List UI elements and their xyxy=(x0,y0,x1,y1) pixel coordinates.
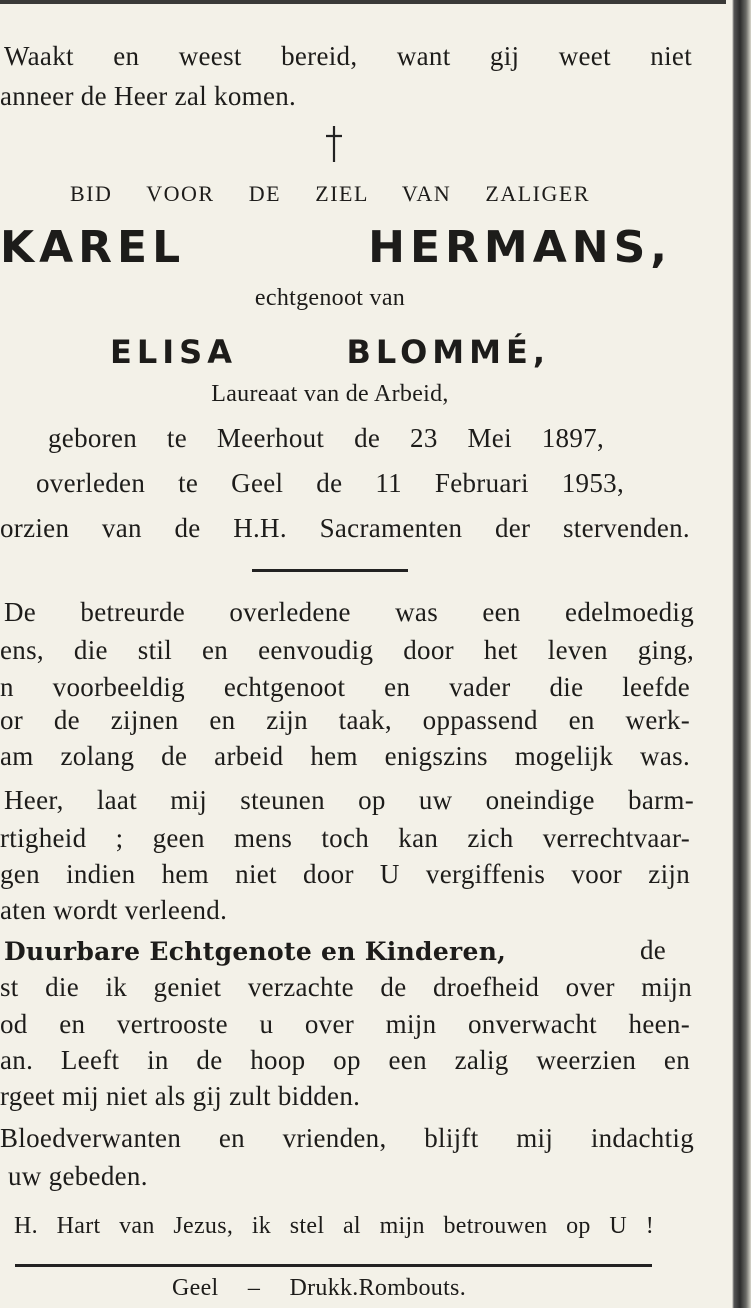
cross-icon xyxy=(322,124,346,164)
honorary-title: Laureaat van de Arbeid, xyxy=(211,381,449,407)
paragraph-line: st die ik geniet verzachte de droefheid over mijn xyxy=(0,972,692,1002)
right-border xyxy=(726,0,751,1308)
paragraph3-lead: Duurbare Echtgenote en Kinderen, xyxy=(4,937,507,966)
prayer-heading: BID VOOR DE ZIEL VAN ZALIGER xyxy=(70,181,590,206)
birth-line: geboren te Meerhout de 23 Mei 1897, xyxy=(48,423,604,453)
paragraph-line: aten wordt verleend. xyxy=(0,895,228,925)
death-line: overleden te Geel de 11 Februari 1953, xyxy=(36,468,624,498)
paragraph-line: Bloedverwanten en vrienden, blijft mij indachtig xyxy=(0,1123,694,1153)
sacraments-line: orzien van de H.H. Sacramenten der stervenden. xyxy=(0,513,690,543)
paragraph-line: Heer, laat mij steunen op uw oneindige barm- xyxy=(4,785,694,815)
paragraph-line: rtigheid ; geen mens toch kan zich verrechtvaar- xyxy=(0,823,690,853)
spouse-name: ELISA BLOMMÉ, xyxy=(110,333,550,371)
paragraph-line: an. Leeft in de hoop op een zalig weerzien en xyxy=(0,1045,690,1075)
paragraph-line: od en vertrooste u over mijn onverwacht heen- xyxy=(0,1009,690,1039)
paragraph-line: ens, die stil en eenvoudig door het leven ging, xyxy=(0,635,694,665)
paragraph-line: uw gebeden. xyxy=(8,1161,148,1191)
paragraph-line: rgeet mij niet als gij zult bidden. xyxy=(0,1081,361,1111)
paragraph-line: or de zijnen en zijn taak, oppassend en werk- xyxy=(0,705,690,735)
paragraph3-lead-tail: de xyxy=(640,935,667,965)
footer-rule xyxy=(15,1264,652,1267)
top-border xyxy=(0,0,740,4)
divider-rule xyxy=(252,569,408,572)
closing-prayer: H. Hart van Jezus, ik stel al mijn betrouwen op U ! xyxy=(14,1213,654,1239)
motto-line: Waakt en weest bereid, want gij weet niet xyxy=(4,41,692,71)
deceased-name: KAREL HERMANS, xyxy=(0,222,672,273)
paragraph-line: n voorbeeldig echtgenoot en vader die leefde xyxy=(0,672,690,702)
printer-credit: Geel – Drukk.Rombouts. xyxy=(172,1275,466,1301)
spouse-intro: echtgenoot van xyxy=(254,285,406,311)
paragraph-line: De betreurde overledene was een edelmoedig xyxy=(4,597,694,627)
motto-line: anneer de Heer zal komen. xyxy=(0,81,297,111)
paragraph-line: am zolang de arbeid hem enigszins mogelijk was. xyxy=(0,741,690,771)
paragraph-line: gen indien hem niet door U vergiffenis voor zijn xyxy=(0,859,690,889)
